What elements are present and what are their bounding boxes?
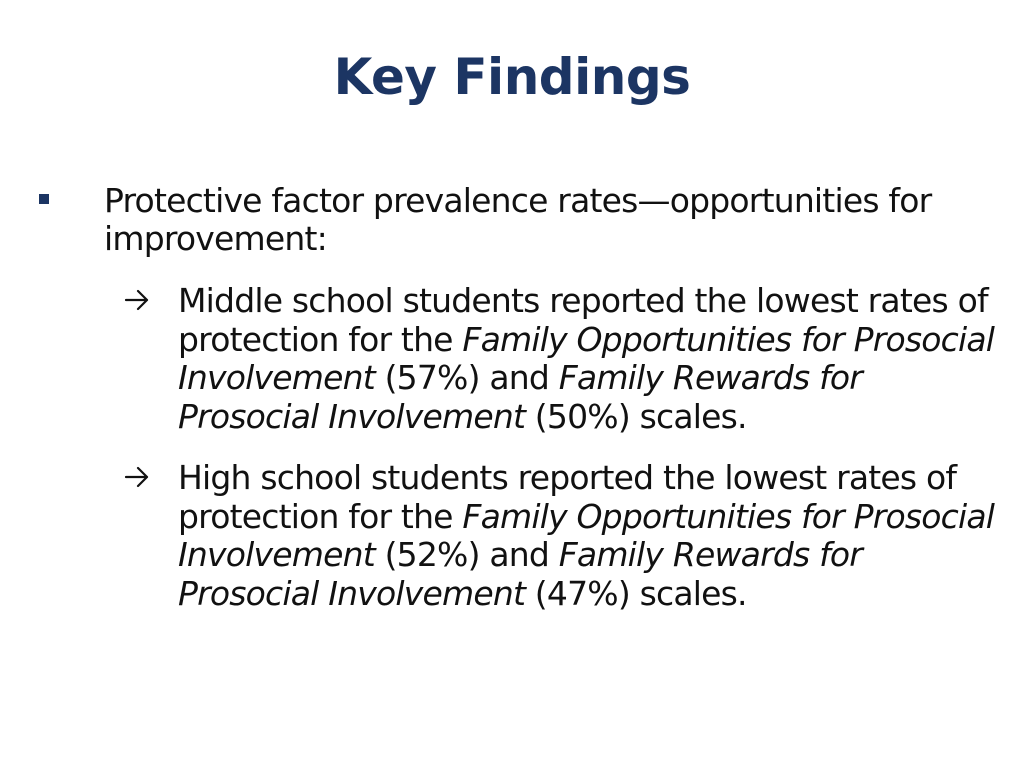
slide-title: Key Findings: [333, 48, 691, 106]
scale-name: Family Opportunities for Prosocial Involvement: [178, 496, 995, 574]
square-bullet-icon: [39, 194, 49, 204]
percent-text: (57%) and: [374, 358, 559, 397]
sub-bullet-high-school: [178, 459, 998, 613]
sub-bullet-lead: Middle school students reported the lowest rates of protection for the: [178, 281, 988, 359]
right-arrow-icon: [124, 289, 150, 311]
sub-bullet-lead: High school students reported the lowest rates of protection for the: [178, 458, 957, 536]
percent-text: (47%) scales.: [525, 573, 747, 613]
percent-text: (52%) and: [374, 535, 559, 574]
scale-name: Family Rewards for Prosocial Involvement: [178, 535, 863, 613]
right-arrow-icon: [124, 466, 150, 488]
percent-text: (50%) scales.: [525, 396, 747, 436]
scale-name: Family Opportunities for Prosocial Involvement: [178, 319, 995, 397]
bullet-text: Protective factor prevalence rates—opportunities for improvement:: [104, 181, 932, 258]
sub-bullet-middle-school: [178, 282, 998, 436]
scale-name: Family Rewards for Prosocial Involvement: [178, 358, 863, 436]
